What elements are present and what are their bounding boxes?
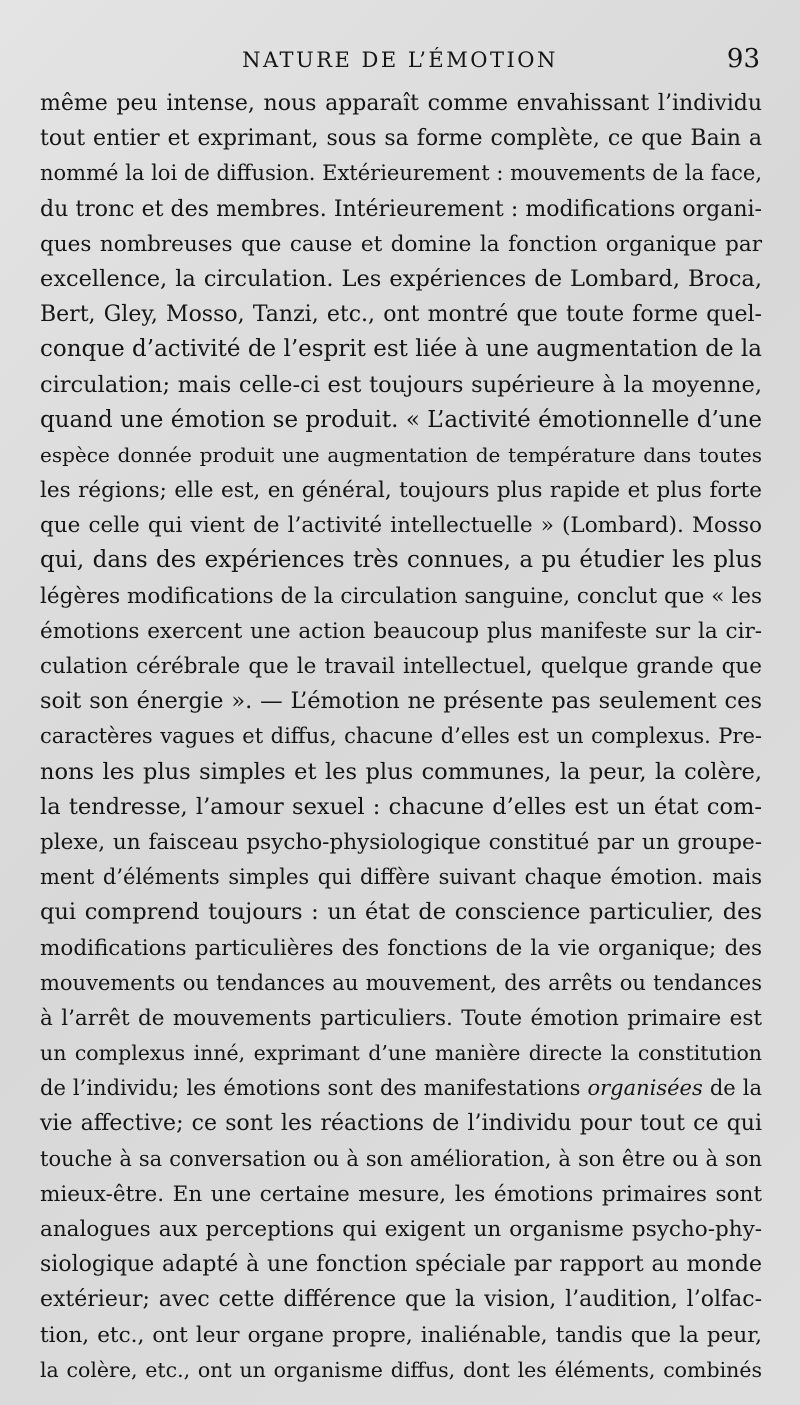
running-title: NATURE DE L’ÉMOTION bbox=[242, 48, 558, 72]
text-line: siologique adapté à une fonction spéciale par rapport au monde bbox=[40, 1252, 762, 1278]
text-line: espèce donnée produit une augmentation de température dans toutes bbox=[40, 442, 762, 467]
text-line: à l’arrêt de mouvements particuliers. Toute émotion primaire est bbox=[40, 1005, 762, 1031]
text-line: qui comprend toujours : un état de conscience particulier, des bbox=[40, 899, 762, 926]
text-line: modifications particulières des fonctions de la vie organique; des bbox=[40, 935, 762, 961]
text-line: la colère, etc., ont un organisme diffus, dont les éléments, combinés bbox=[40, 1357, 762, 1382]
text-line: analogues aux perceptions qui exigent un organisme psycho-phy- bbox=[40, 1217, 762, 1242]
text-line: caractères vagues et diffus, chacune d’elles est un complexus. Pre- bbox=[40, 724, 762, 749]
text-line: touche à sa conversation ou à son amélioration, à son être ou à son bbox=[40, 1146, 762, 1171]
text-line: un complexus inné, exprimant d’une manière directe la constitution bbox=[40, 1041, 762, 1066]
text-line: légères modifications de la circulation sanguine, conclut que « les bbox=[40, 583, 762, 609]
text-line: la tendresse, l’amour sexuel : chacune d’elles est un état com- bbox=[40, 793, 762, 820]
text-line: du tronc et des membres. Intérieurement : modifications organi- bbox=[40, 196, 762, 222]
text-line: émotions exercent une action beaucoup plus manifeste sur la cir- bbox=[40, 618, 762, 644]
italic-word: organisées bbox=[587, 1076, 703, 1101]
text-line: nommé la loi de diffusion. Extérieurement : mouvements de la face, bbox=[40, 161, 762, 186]
text-line: excellence, la circulation. Les expériences de Lombard, Broca, bbox=[40, 265, 762, 292]
text-line: ment d’éléments simples qui diffère suivant chaque émotion. mais bbox=[40, 865, 762, 890]
text-line: Bert, Gley, Mosso, Tanzi, etc., ont montré que toute forme quel- bbox=[40, 302, 762, 328]
text-line: circulation; mais celle-ci est toujours supérieure à la moyenne, bbox=[40, 371, 762, 398]
text-line: mieux-être. En une certaine mesure, les émotions primaires sont bbox=[40, 1181, 762, 1207]
text-line: culation cérébrale que le travail intellectuel, quelque grande que bbox=[40, 654, 762, 679]
text-line: nons les plus simples et les plus communes, la peur, la colère, bbox=[40, 758, 762, 785]
text-line: conque d’activité de l’esprit est liée à une augmentation de la bbox=[40, 336, 762, 363]
text-line: extérieur; avec cette différence que la vision, l’audition, l’olfac- bbox=[40, 1287, 762, 1313]
text-line: vie affective; ce sont les réactions de l’individu pour tout ce qui bbox=[40, 1111, 762, 1137]
body-text bbox=[40, 86, 762, 1388]
text-line: de l’individu; les émotions sont des manifestations organisées de la bbox=[40, 1076, 762, 1101]
text-line: soit son énergie ». — L’émotion ne présente pas seulement ces bbox=[40, 688, 762, 715]
text-line: ques nombreuses que cause et domine la fonction organique par bbox=[40, 231, 762, 257]
text-line: les régions; elle est, en général, toujours plus rapide et plus forte bbox=[40, 478, 762, 504]
text-line: qui, dans des expériences très connues, a pu étudier les plus bbox=[40, 547, 762, 574]
text-line: plexe, un faisceau psycho-physiologique constitué par un groupe- bbox=[40, 829, 762, 855]
text-line: quand une émotion se produit. « L’activité émotionnelle d’une bbox=[40, 406, 762, 433]
text-line: tion, etc., ont leur organe propre, inaliénable, tandis que la peur, bbox=[40, 1322, 762, 1348]
text-line: que celle qui vient de l’activité intellectuelle » (Lombard). Mosso bbox=[40, 513, 762, 539]
text-line: mouvements ou tendances au mouvement, des arrêts ou tendances bbox=[40, 970, 762, 995]
page-header bbox=[0, 44, 800, 78]
text-line: même peu intense, nous apparaît comme envahissant l’individu bbox=[40, 91, 762, 116]
page-number: 93 bbox=[726, 44, 760, 74]
text-line: tout entier et exprimant, sous sa forme complète, ce que Bain a bbox=[40, 126, 762, 152]
